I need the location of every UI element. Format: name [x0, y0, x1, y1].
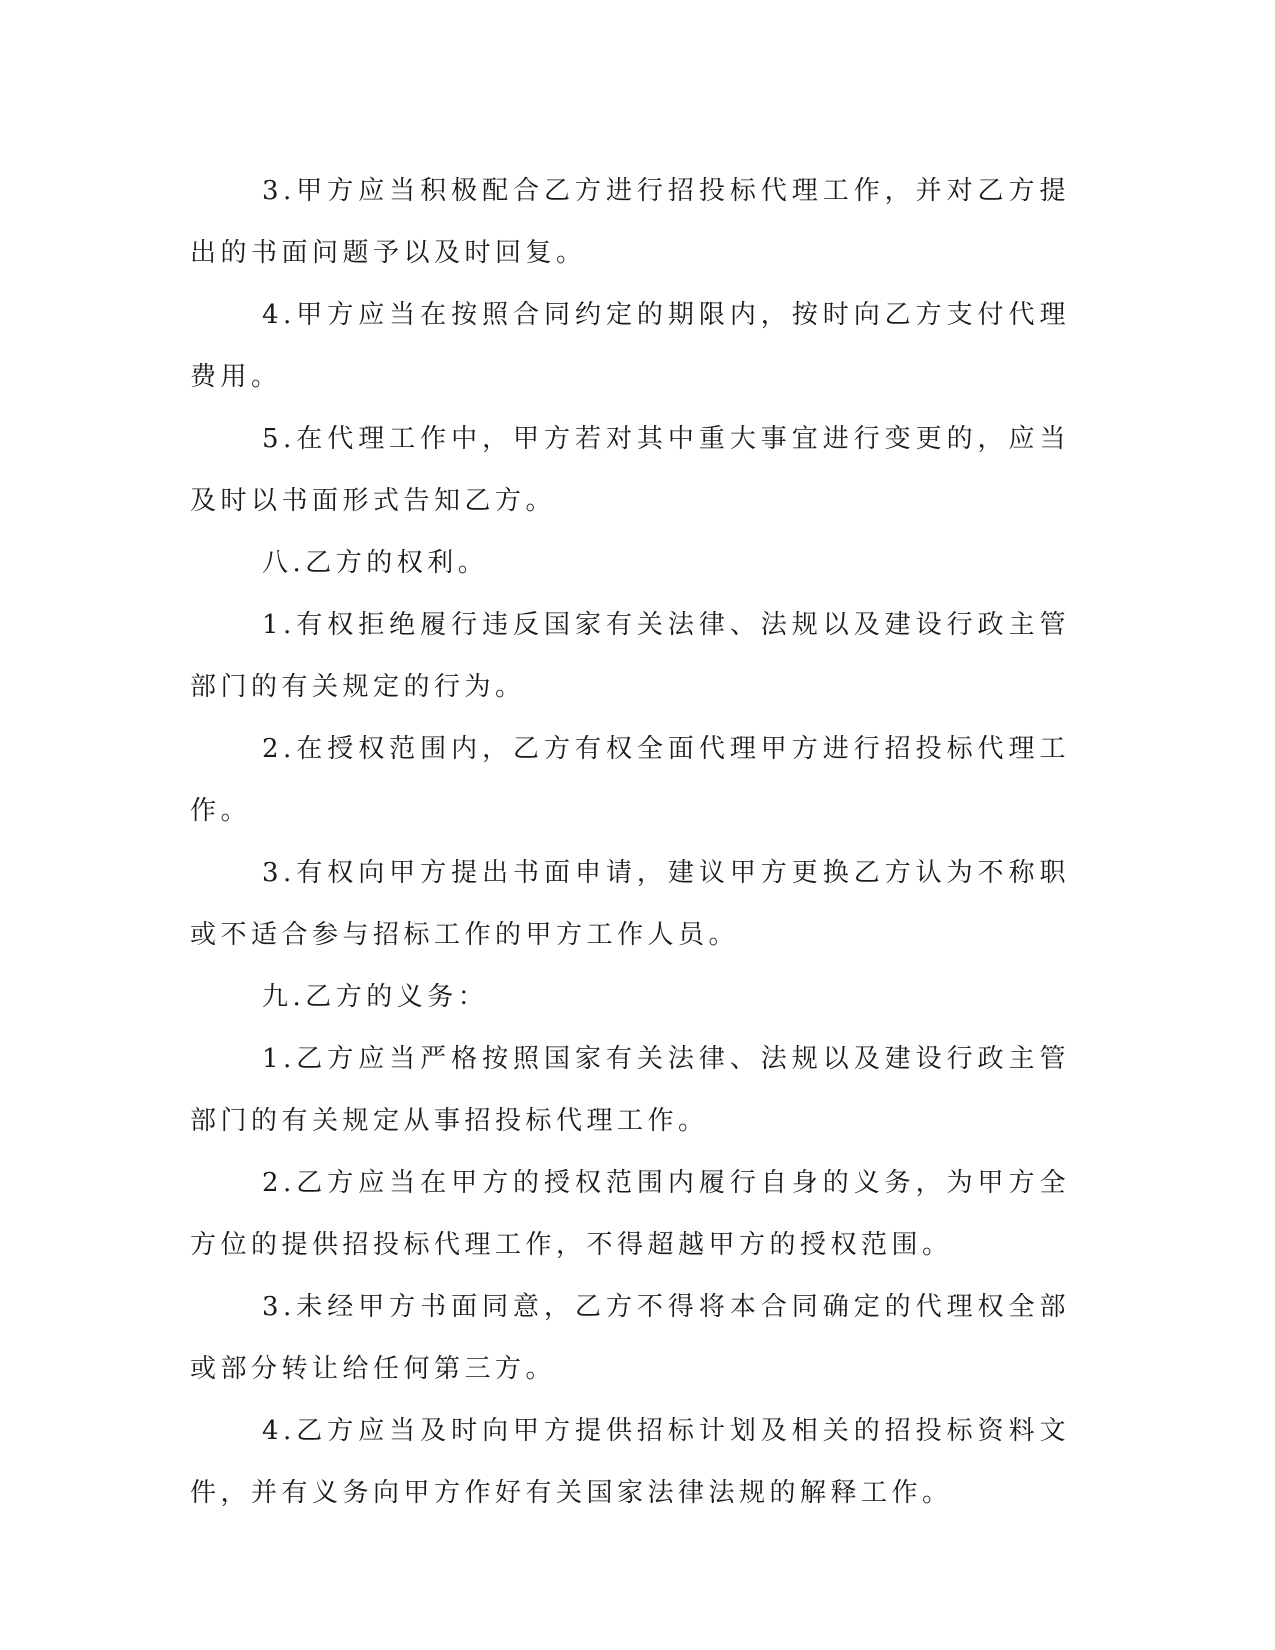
clause-party-b-obligation-comply: 1.乙方应当严格按照国家有关法律、法规以及建设行政主管部门的有关规定从事招投标代理工作。 [190, 1044, 1070, 1136]
clause-party-a-payment: 4.甲方应当在按照合同约定的期限内，按时向乙方支付代理费用。 [190, 300, 1070, 392]
clause-party-b-right-refuse: 1.有权拒绝履行违反国家有关法律、法规以及建设行政主管部门的有关规定的行为。 [190, 610, 1070, 702]
clause-party-b-obligation-provide-docs: 4.乙方应当及时向甲方提供招标计划及相关的招投标资料文件，并有义务向甲方作好有关国家法律法规的解释工作。 [190, 1416, 1070, 1508]
section-heading-party-b-rights: 八.乙方的权利。 [262, 548, 489, 578]
contract-body [190, 160, 1070, 1524]
clause-party-b-right-agency: 2.在授权范围内，乙方有权全面代理甲方进行招投标代理工作。 [190, 734, 1070, 826]
section-heading-party-b-obligations: 九.乙方的义务： [262, 982, 489, 1012]
clause-party-b-right-replace-staff: 3.有权向甲方提出书面申请，建议甲方更换乙方认为不称职或不适合参与招标工作的甲方工作人员。 [190, 858, 1070, 950]
clause-party-a-cooperate: 3.甲方应当积极配合乙方进行招投标代理工作，并对乙方提出的书面问题予以及时回复。 [190, 176, 1070, 268]
clause-party-b-obligation-no-transfer: 3.未经甲方书面同意，乙方不得将本合同确定的代理权全部或部分转让给任何第三方。 [190, 1292, 1070, 1384]
clause-party-a-change-notice: 5.在代理工作中，甲方若对其中重大事宜进行变更的，应当及时以书面形式告知乙方。 [190, 424, 1070, 516]
clause-party-b-obligation-scope: 2.乙方应当在甲方的授权范围内履行自身的义务，为甲方全方位的提供招投标代理工作，不得超越甲方的授权范围。 [190, 1168, 1070, 1260]
